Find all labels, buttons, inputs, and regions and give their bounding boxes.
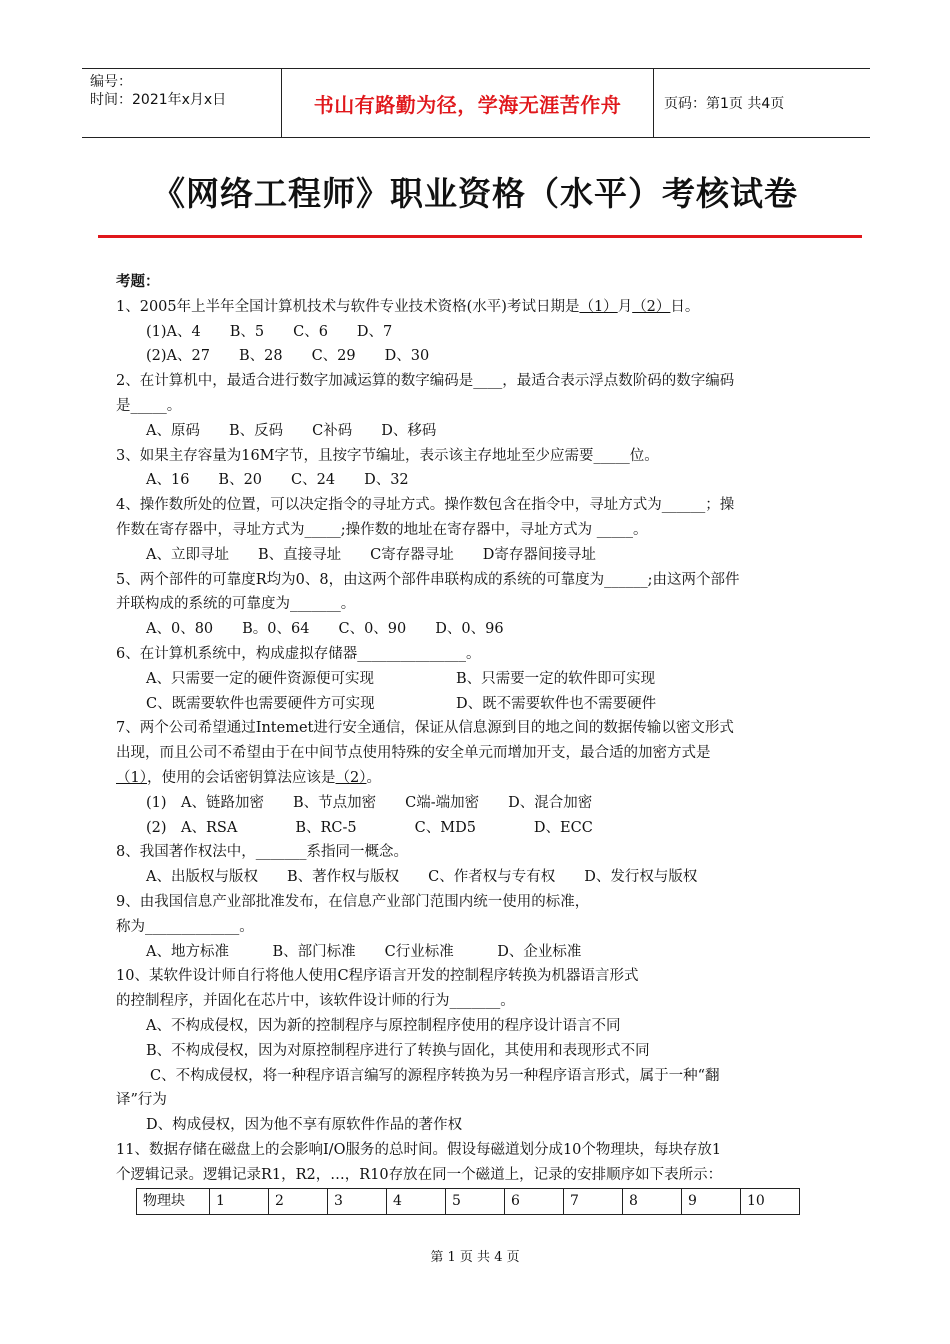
header-motto: 书山有路勤为径，学海无涯苦作舟: [282, 69, 654, 137]
q7-blank-2: （2）: [335, 769, 367, 786]
q7-blank-1: （1）: [116, 769, 147, 786]
q10-option-c-line-1: C、不构成侵权，将一种程序语言编写的源程序转换为另一种程序语言形式，属于一种“翻: [150, 1067, 720, 1084]
table-row: [137, 1189, 800, 1215]
q10-option-a: A、不构成侵权，因为新的控制程序与原控制程序使用的程序设计语言不同: [146, 1017, 621, 1034]
q5-options: A、0、80 B。0、64 C、0、90 D、0、96: [146, 621, 504, 638]
question-11-line-1: 11、数据存储在磁盘上的会影响I/O服务的总时间。假设每磁道划分成10个物理块，每块存放1: [116, 1141, 722, 1158]
date-line: 时间：2021年x月x日: [90, 92, 227, 108]
q7-options-2: (2) A、RSA B、RC-5 C、MD5 D、ECC: [146, 819, 593, 836]
q1-blank-2: （2）: [632, 298, 671, 315]
question-7-line-3: [116, 766, 840, 791]
header-left-cell: [82, 69, 282, 137]
page-footer: 第 1 页 共 4 页: [430, 1250, 520, 1265]
q6-option-b: B、只需要一定的软件即可实现: [456, 670, 656, 687]
physical-block-table: [136, 1188, 800, 1215]
q10-option-b: B、不构成侵权，因为对原控制程序进行了转换与固化，其使用和表现形式不同: [146, 1042, 650, 1059]
q1-text-day: 日。: [670, 298, 700, 315]
question-10-line-1: 10、某软件设计师自行将他人使用C程序语言开发的控制程序转换为机器语言形式: [116, 968, 639, 985]
question-10-line-2: 的控制程序，并固化在芯片中，该软件设计师的行为_______。: [116, 993, 515, 1010]
q8-options: A、出版权与版权 B、著作权与版权 C、作者权与专有权 D、发行权与版权: [146, 869, 698, 886]
table-cell: 9: [682, 1189, 741, 1215]
table-cell: 2: [269, 1189, 328, 1215]
table-cell: 10: [741, 1189, 800, 1215]
table-cell: 6: [505, 1189, 564, 1215]
table-cell: 3: [328, 1189, 387, 1215]
q2-options: A、原码 B、反码 C补码 D、移码: [146, 422, 437, 439]
question-11-line-2: 个逻辑记录。逻辑记录R1，R2，…，R10存放在同一个磁道上，记录的安排顺序如下表所示：: [116, 1166, 723, 1183]
q1-text: 1、2005年上半年全国计算机技术与软件专业技术资格(水平)考试日期是: [116, 298, 580, 315]
title-divider: [98, 235, 862, 238]
page-title: 《网络工程师》职业资格（水平）考核试卷: [152, 174, 798, 213]
q6-options-cd: [116, 692, 840, 717]
table-cell: 4: [387, 1189, 446, 1215]
question-4-line-2: 作数在寄存器中，寻址方式为_____;操作数的地址在寄存器中，寻址方式为 _____。: [116, 521, 648, 538]
q7-mid-text: ，使用的会话密钥算法应该是: [146, 769, 336, 786]
q4-options: A、立即寻址 B、直接寻址 C寄存器寻址 D寄存器间接寻址: [146, 546, 596, 563]
q9-options: A、地方标准 B、部门标准 C行业标准 D、企业标准: [146, 943, 582, 960]
q7-end-text: 。: [366, 769, 381, 786]
q6-option-c: C、既需要软件也需要硬件方可实现: [146, 695, 375, 712]
table-cell: 1: [210, 1189, 269, 1215]
table-cell: 5: [446, 1189, 505, 1215]
question-9-line-1: 9、由我国信息产业部批准发布，在信息产业部门范围内统一使用的标准，: [116, 893, 590, 910]
q1-options-1: (1)A、4 B、5 C、6 D、7: [146, 323, 393, 340]
q6-option-a: A、只需要一定的硬件资源便可实现: [146, 670, 374, 687]
question-5-line-1: 5、两个部件的可靠度R均为0、8，由这两个部件串联构成的系统的可靠度为______;由这两个部件: [116, 571, 740, 588]
header-page-info: 页码：第1页 共4页: [664, 96, 785, 112]
q6-option-d: D、既不需要软件也不需要硬件: [456, 695, 657, 712]
question-3: 3、如果主存容量为16M字节，且按字节编址，表示该主存地址至少应需要_____位。: [116, 447, 659, 464]
q3-options: A、16 B、20 C、24 D、32: [146, 472, 409, 489]
q1-options-2: (2)A、27 B、28 C、29 D、30: [146, 348, 430, 365]
table-cell: 8: [623, 1189, 682, 1215]
question-2-line-1: 2、在计算机中，最适合进行数字加减运算的数字编码是____，最适合表示浮点数阶码的数字编码: [116, 373, 735, 390]
q1-text-month: 月: [617, 298, 633, 315]
table-cell: 物理块: [137, 1189, 210, 1215]
q7-options-1: (1) A、链路加密 B、节点加密 C端-端加密 D、混合加密: [146, 794, 593, 811]
question-4-line-1: 4、操作数所处的位置，可以决定指令的寻址方式。操作数包含在指令中，寻址方式为______；操: [116, 497, 735, 514]
question-2-line-2: 是_____。: [116, 397, 182, 414]
question-7-line-2: 出现，而且公司不希望由于在中间节点使用特殊的安全单元而增加开支，最合适的加密方式是: [116, 745, 711, 762]
q10-option-d: D、构成侵权，因为他不享有原软件作品的著作权: [146, 1117, 463, 1134]
section-label: 考题：: [116, 274, 160, 290]
q6-options-ab: [116, 667, 840, 692]
page-header: [82, 68, 870, 138]
question-5-line-2: 并联构成的系统的可靠度为_______。: [116, 596, 356, 613]
exam-body: [116, 270, 840, 1215]
question-8: 8、我国著作权法中，_______系指同一概念。: [116, 844, 408, 861]
q1-blank-1: （1）: [579, 298, 618, 315]
question-1: [116, 295, 840, 320]
code-label: 编号：: [90, 74, 132, 90]
table-cell: 7: [564, 1189, 623, 1215]
question-9-line-2: 称为_____________。: [116, 918, 254, 935]
question-7-line-1: 7、两个公司希望通过Intemet进行安全通信，保证从信息源到目的地之间的数据传输以密文形式: [116, 720, 734, 737]
question-6: 6、在计算机系统中，构成虚拟存储器_______________。: [116, 645, 481, 662]
q10-option-c-line-2: 译”行为: [116, 1092, 167, 1109]
